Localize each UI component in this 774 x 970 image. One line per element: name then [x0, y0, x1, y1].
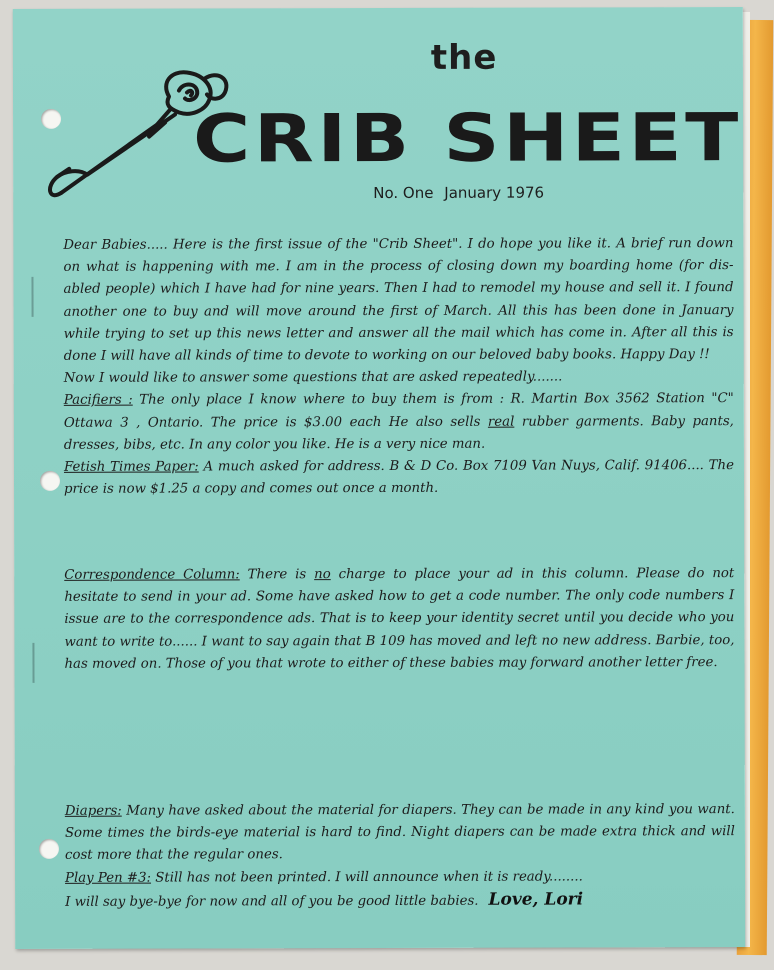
masthead-title: CRIB SHEET [193, 99, 742, 178]
newsletter-page [13, 7, 745, 949]
issue-number: No. One [373, 183, 434, 203]
closing-text: I will say bye-bye for now and all of you be good little babies. [65, 893, 479, 910]
pacifiers-heading: Pacifiers : [63, 393, 133, 409]
punch-hole-middle [40, 471, 60, 491]
diapers-heading: Diapers: [64, 803, 122, 819]
correspondence-paragraph [64, 563, 734, 676]
pacifiers-emphasis: real [487, 414, 515, 430]
correspondence-section [64, 563, 734, 676]
questions-line: Now I would like to answer some questions that are asked repeatedly....... [63, 369, 563, 387]
correspondence-heading: Correspondence Column: [64, 567, 240, 583]
correspondence-text-2: charge to place your ad in this column. Please do not hesitate to send in your ad. Some have asked how to get a code number. The only code numbers I issue are to the correspondence ads. That is to keep your identity secret until you decide who you want to write to...... I want to say again that B 109 has moved and left no new address. Barbie, too, has moved on. Those of you that wrote to either of these babies may forward another letter free. [64, 566, 735, 672]
diapers-paragraph [65, 799, 735, 867]
fetish-paragraph [64, 455, 734, 501]
pacifiers-text-2: rubber garments. Baby pants, dresses, bibs, etc. In any color you like. He is a very nice man. [63, 413, 734, 453]
signature: Love, Lori [488, 889, 584, 910]
playpen-heading: Play Pen #3: [65, 870, 152, 886]
closing-section [65, 799, 735, 914]
issue-line [373, 184, 544, 202]
playpen-paragraph [65, 866, 735, 890]
intro-section [63, 233, 734, 501]
intro-paragraph: Dear Babies..... Here is the first issue of the "Crib Sheet". I do hope you like it. A brief run down on what is happening with me. I am in the process of closing down my boarding home (for dis-abled people) which I have had for nine years. Then I had to remodel my house and sell it. I found another one to buy and will move around the first of March. All this has been done in January while trying to set up this news letter and answer all the mail which has come in. After all this is done I will have all kinds of time to devote to working on our beloved baby books. Happy Day !! [63, 236, 734, 364]
correspondence-emphasis: no [314, 567, 331, 583]
fetish-text: A much asked for address. B & D Co. Box 7109 Van Nuys, Calif. 91406.... The price is now $1.25 a copy and comes out once a month. [64, 458, 734, 498]
fetish-heading: Fetish Times Paper: [63, 459, 199, 475]
playpen-text: Still has not been printed. I will announce when it is ready........ [155, 869, 583, 886]
diapers-text: Many have asked about the material for diapers. They can be made in any kind you want. Some times the birds-eye material is hard to find. Night diapers can be made extra thick and will cost more that the regular ones. [64, 802, 735, 864]
issue-date: January 1976 [444, 183, 545, 202]
masthead-the: the [430, 37, 498, 78]
correspondence-text-1: There is [247, 567, 307, 583]
crease-mark [32, 643, 34, 683]
closing-line [65, 888, 735, 914]
pacifiers-text-1: The only place I know where to buy them is from : R. Martin Box 3562 Station "C" Ottawa 3 , Ontario. The price is $3.00 each He also sells [63, 391, 734, 431]
punch-hole-bottom [39, 839, 59, 859]
pacifiers-paragraph [64, 388, 734, 456]
crease-mark [31, 277, 33, 317]
